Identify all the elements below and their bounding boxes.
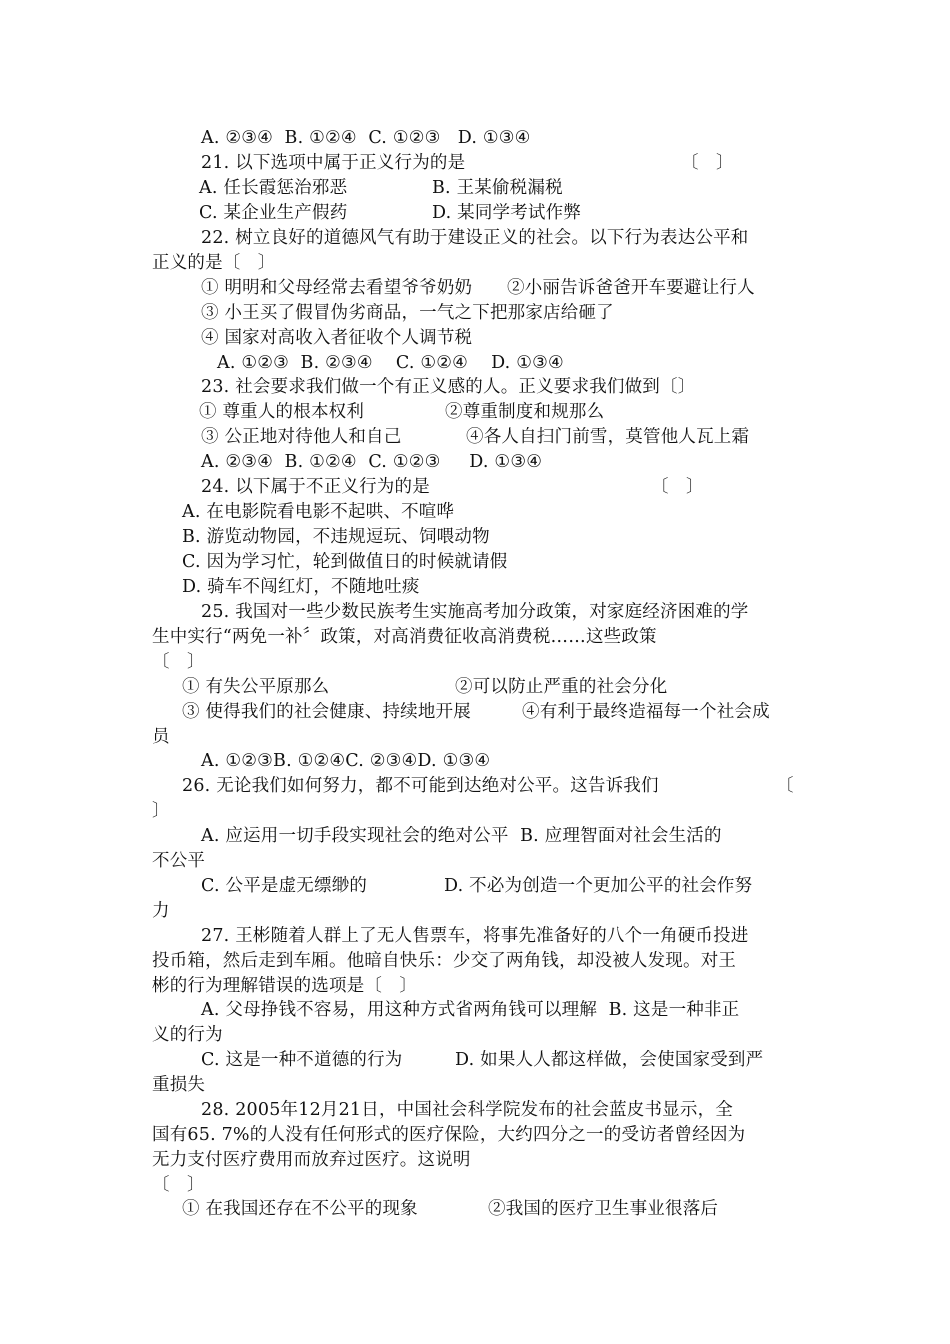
q28-item-1: ① 在我国还存在不公平的现象 (182, 1199, 418, 1219)
q23-item-2: ②尊重制度和规那么 (445, 402, 605, 422)
q25-stem: 25. 我国对一些少数民族考生实施高考加分政策，对家庭经济困难的学 (201, 602, 749, 622)
q27-option-d: D. 如果人人都这样做，会使国家受到严 (455, 1050, 764, 1070)
q22-item-4: ④ 国家对高收入者征收个人调节税 (201, 328, 473, 348)
q26-option-d-cont: 力 (152, 901, 170, 921)
q26-option-d: D. 不必为创造一个更加公平的社会作努 (444, 876, 753, 896)
q22-options: A. ①②③ B. ②③④ C. ①②④ D. ①③④ (217, 353, 564, 373)
q26-option-b-cont: 不公平 (152, 851, 206, 871)
q22-item-1: ① 明明和父母经常去看望爷爷奶奶 (201, 278, 473, 298)
q27-option-d-cont: 重损失 (152, 1075, 206, 1095)
q27-option-b-cont: 义的行为 (152, 1025, 223, 1045)
q26-stem: 26. 无论我们如何努力，都不可能到达绝对公平。这告诉我们 (182, 776, 659, 796)
q24-stem: 24. 以下属于不正义行为的是 (201, 477, 430, 497)
q25-item-4: ④有利于最终造福每一个社会成 (522, 702, 770, 722)
q24-option-b: B. 游览动物园，不违规逗玩、饲喂动物 (182, 527, 490, 547)
q23-stem: 23. 社会要求我们做一个有正义感的人。正义要求我们做到〔〕 (201, 377, 696, 397)
q25-item-1: ① 有失公平原那么 (182, 677, 330, 697)
q27-option-ab: A. 父母挣钱不容易，用这种方式省两角钱可以理解 B. 这是一种非正 (201, 1000, 740, 1020)
q23-options: A. ②③④ B. ①②④ C. ①②③ D. ①③④ (201, 452, 543, 472)
q22-stem: 22. 树立良好的道德风气有助于建设正义的社会。以下行为表达公平和 (201, 228, 749, 248)
q23-item-1: ① 尊重人的根本权利 (199, 402, 365, 422)
q28-item-2: ②我国的医疗卫生事业很落后 (488, 1199, 719, 1219)
q27-stem-cont-1: 投币箱，然后走到车厢。他暗自快乐：少交了两角钱，却没被人发现。对王 (152, 951, 737, 971)
q24-option-a: A. 在电影院看电影不起哄、不喧哗 (182, 502, 455, 522)
q28-stem-cont-1: 国有65. 7%的人没有任何形式的医疗保险，大约四分之一的受访者曾经因为 (152, 1125, 746, 1145)
q24-bracket: 〔 〕 (651, 477, 704, 497)
q26-option-ab: A. 应运用一切手段实现社会的绝对公平 B. 应理智面对社会生活的 (201, 826, 722, 846)
q22-stem-cont: 正义的是〔 〕 (152, 253, 276, 273)
q25-item-2: ②可以防止严重的社会分化 (455, 677, 668, 697)
q21-option-d: D. 某同学考试作弊 (432, 203, 582, 223)
q27-option-c: C. 这是一种不道德的行为 (201, 1050, 403, 1070)
q26-bracket-close: 〕 (152, 801, 170, 821)
q27-stem: 27. 王彬随着人群上了无人售票车，将事先准备好的八个一角硬币投进 (201, 926, 749, 946)
q26-option-c: C. 公平是虚无缥缈的 (201, 876, 368, 896)
q25-item-4-cont: 员 (152, 727, 170, 747)
q27-stem-cont-2: 彬的行为理解错误的选项是〔 〕 (152, 976, 418, 996)
q23-item-4: ④各人自扫门前雪，莫管他人瓦上霜 (466, 427, 750, 447)
q28-stem-cont-2: 无力支付医疗费用而放弃过医疗。这说明 (152, 1150, 471, 1170)
q26-bracket-open: 〔 (776, 776, 794, 796)
q25-item-3: ③ 使得我们的社会健康、持续地开展 (182, 702, 471, 722)
q20-options: A. ②③④ B. ①②④ C. ①②③ D. ①③④ (201, 128, 531, 148)
q21-bracket: 〔 〕 (681, 153, 734, 173)
q28-stem: 28. 2005年12月21日，中国社会科学院发布的社会蓝皮书显示，全 (201, 1100, 733, 1120)
q24-option-c: C. 因为学习忙，轮到做值日的时候就请假 (182, 552, 508, 572)
q25-options: A. ①②③B. ①②④C. ②③④D. ①③④ (201, 751, 491, 771)
q22-item-3: ③ 小王买了假冒伪劣商品，一气之下把那家店给砸了 (201, 303, 614, 323)
q21-option-c: C. 某企业生产假药 (199, 203, 348, 223)
q24-option-d: D. 骑车不闯红灯，不随地吐痰 (182, 577, 420, 597)
q25-stem-cont: 生中实行“两免一补〞政策，对高消费征收高消费税……这些政策 (152, 627, 657, 647)
q22-item-2: ②小丽告诉爸爸开车要避让行人 (507, 278, 755, 298)
q23-item-3: ③ 公正地对待他人和自己 (201, 427, 402, 447)
q21-stem: 21. 以下选项中属于正义行为的是 (201, 153, 466, 173)
q25-bracket: 〔 〕 (152, 652, 205, 672)
q21-option-b: B. 王某偷税漏税 (432, 178, 563, 198)
q21-option-a: A. 任长霞惩治邪恶 (199, 178, 348, 198)
q28-bracket: 〔 〕 (152, 1175, 205, 1195)
